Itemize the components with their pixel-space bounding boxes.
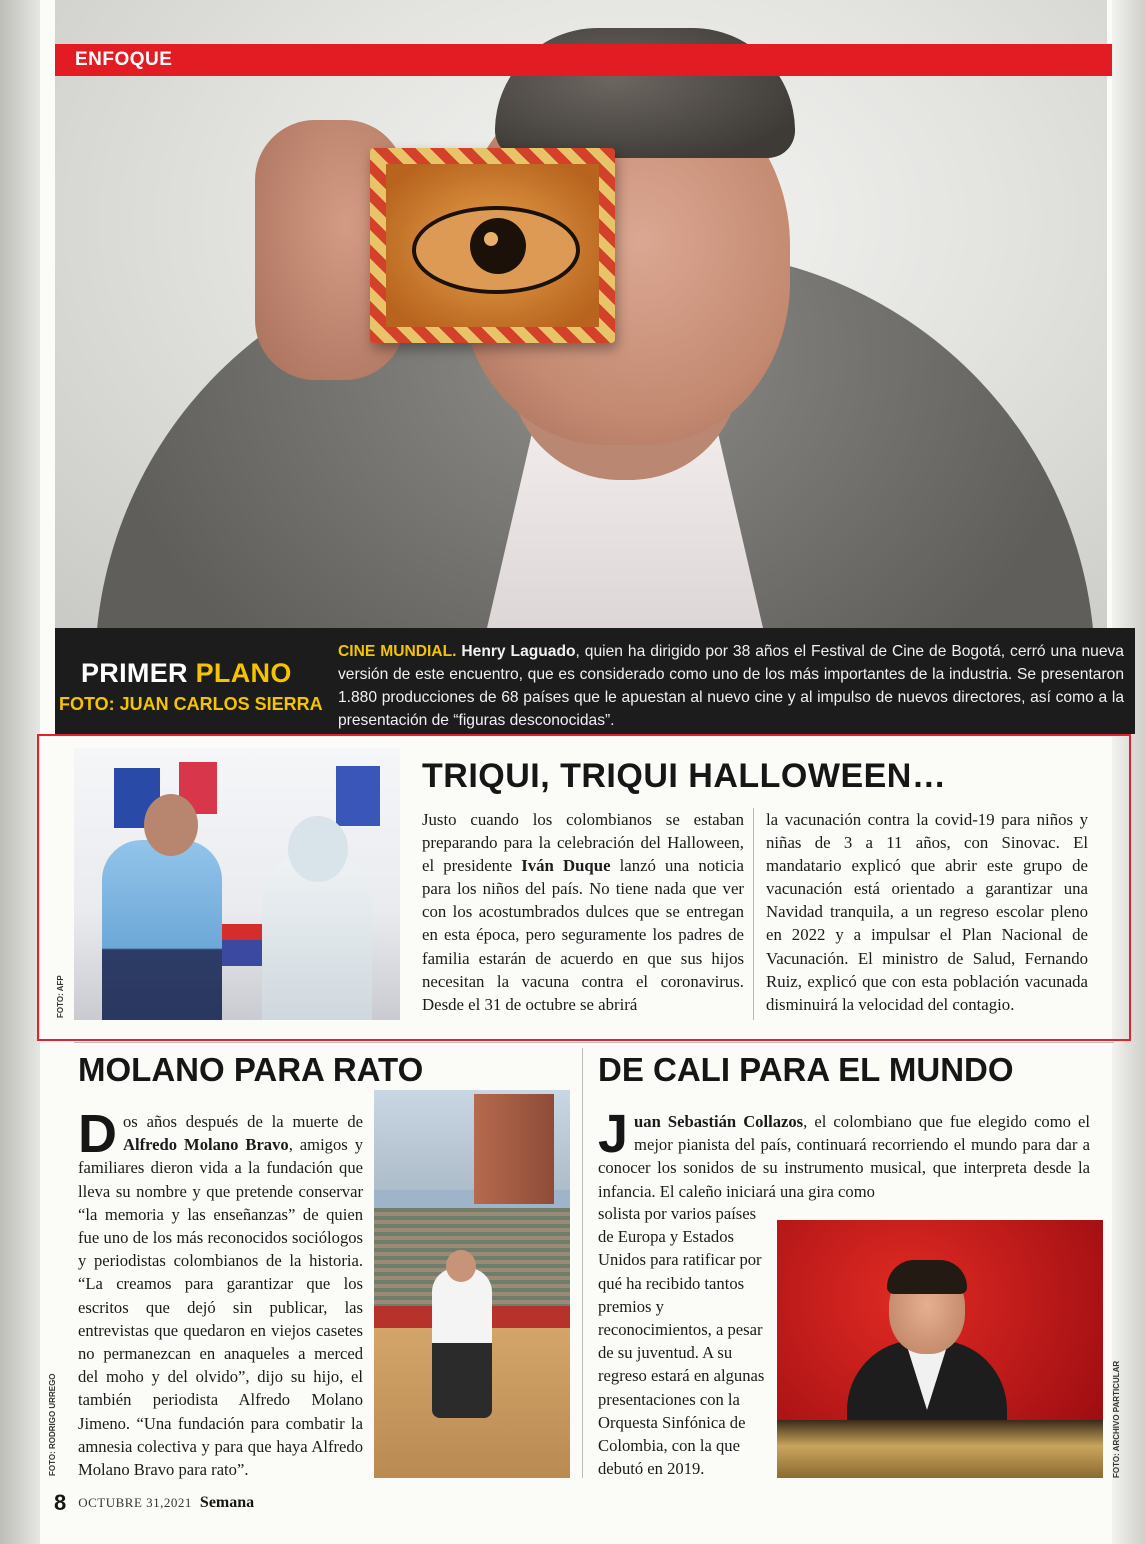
photo-president	[102, 840, 222, 1020]
caption-name: Henry Laguado	[461, 643, 576, 660]
halloween-column-1	[422, 808, 744, 1016]
primer-plano-caption-bar	[55, 628, 1135, 734]
cali-text-a: , el colombiano que fue elegido como el mejor pianista del país, continuará recorriendo el mundo para dar a conocer los sonidos de su instrumento musical, que interpreta desde la infancia. El caleño iniciará una gira como	[598, 1112, 1090, 1201]
photo-man	[432, 1268, 492, 1418]
primer-plano-title	[81, 658, 292, 689]
cali-body-top	[598, 1104, 1090, 1203]
photo-poster	[336, 766, 380, 826]
page-number: 8	[54, 1490, 67, 1515]
molano-text-b: , amigos y familiares dieron vida a la fundación que lleva su nombre y que pretende conservar “la memoria y las enseñanzas” de quien fue uno de los más reconocidos sociólogos y periodistas colombianos de la historia. “La creamos para garantizar que los escritos que dejó sin publicar, las entrevistas que quedaron en viejos casetes no permanezcan en anaqueles a merced del moho y del olvido”, dijo su hijo, el también periodista Alfredo Molano Jimeno. “Una fundación para combatir la amnesia colectiva y para que haya Alfredo Molano Bravo para rato”.	[78, 1135, 363, 1480]
photo-piano	[777, 1420, 1103, 1478]
section-label: ENFOQUE	[75, 49, 173, 70]
molano-body	[78, 1104, 363, 1481]
molano-dropcap: D	[78, 1104, 117, 1164]
photo-building	[474, 1094, 554, 1204]
hero-photo-henry-laguado	[55, 0, 1107, 628]
halloween-col1-text-b: lanzó una noticia para los niños del país. No tiene nada que ver con los acostumbrados dulces que se entregan en esta época, pero seguramente los padres de familia estarán de acuerdo en que sus hijos necesitan la vacuna contra el coronavirus. Desde el 31 de octubre se abrirá	[422, 856, 745, 1014]
primer-plano-caption	[338, 640, 1124, 732]
halloween-photo	[74, 748, 400, 1020]
issue-date: OCTUBRE 31,2021	[78, 1495, 192, 1510]
photo-nurse-head	[288, 816, 348, 882]
halloween-col1-text-a: Justo cuando los colombianos se estaban preparando para la celebración del Halloween, el presidente	[422, 810, 744, 876]
photo-pianist-hair	[887, 1260, 967, 1294]
column-divider	[753, 808, 754, 1020]
halloween-col1-name: Iván Duque	[521, 856, 611, 876]
caption-lead: CINE MUNDIAL.	[338, 643, 457, 660]
halloween-photo-credit: FOTO: AFP	[56, 975, 65, 1018]
molano-photo	[374, 1090, 570, 1478]
page-spine-shadow	[0, 0, 40, 1544]
painted-eye	[412, 206, 580, 294]
painted-iris	[470, 218, 526, 274]
primer-plano-word2: PLANO	[195, 658, 292, 688]
cali-photo-credit: FOTO: ARCHIVO PARTICULAR	[1112, 1360, 1121, 1478]
molano-title: MOLANO PARA RATO	[78, 1051, 424, 1088]
cali-dropcap: J	[598, 1104, 629, 1164]
molano-photo-credit: FOTO: RODRIGO URREGO	[48, 1373, 57, 1476]
cali-title: DE CALI PARA EL MUNDO	[598, 1051, 1014, 1088]
molano-text-a: os años después de la muerte de	[123, 1112, 363, 1131]
cali-name: uan Sebastián Collazos	[634, 1112, 804, 1131]
photo-president-head	[144, 794, 198, 856]
page-footer	[54, 1490, 254, 1516]
primer-plano-word1: PRIMER	[81, 658, 188, 688]
cali-body-column: solista por varios países de Europa y Estados Unidos para ratificar por qué ha recibido tantos premios y reconocimientos, a pesar de su juventud. A su regreso estará en algunas presentaciones con la Orquesta Sinfónica de Colombia, con la que debutó en 2019.	[598, 1204, 765, 1479]
section-label-bar	[55, 44, 1112, 76]
eye-painting	[386, 164, 599, 327]
section-divider-vertical	[582, 1048, 583, 1478]
eye-painting-frame	[370, 148, 615, 343]
halloween-title: TRIQUI, TRIQUI HALLOWEEN…	[422, 757, 947, 795]
photo-nurse	[262, 858, 372, 1020]
primer-plano-photo-credit: FOTO: JUAN CARLOS SIERRA	[59, 694, 323, 714]
halloween-column-2: la vacunación contra la covid-19 para niños y niñas de 3 a 11 años, con Sinovac. El mandatario explicó que abrir este grupo de vacunación está orientado a garantizar una Navidad tranquila, a un regreso escolar pleno en 2022 y a impulsar el Plan Nacional de Vacunación. El ministro de Salud, Fernando Ruiz, explicó que con esta población vacunada disminuirá la velocidad del contagio.	[766, 810, 1088, 1014]
cali-photo-pianist	[777, 1220, 1103, 1478]
photo-man-head	[446, 1250, 476, 1282]
caption-body: , quien ha dirigido por 38 años el Festival de Cine de Bogotá, cerró una nueva versión de este encuentro, que es considerado como uno de los más importantes de la industria. Se presentaron 1.880 producciones de 68 países que le apuestan al nuevo cine y al impulso de nuevos directores, así como a la presentación de “figuras desconocidas”.	[338, 643, 1124, 729]
molano-name: Alfredo Molano Bravo	[123, 1135, 289, 1155]
section-divider	[74, 1042, 1114, 1043]
magazine-brand: Semana	[199, 1494, 255, 1511]
